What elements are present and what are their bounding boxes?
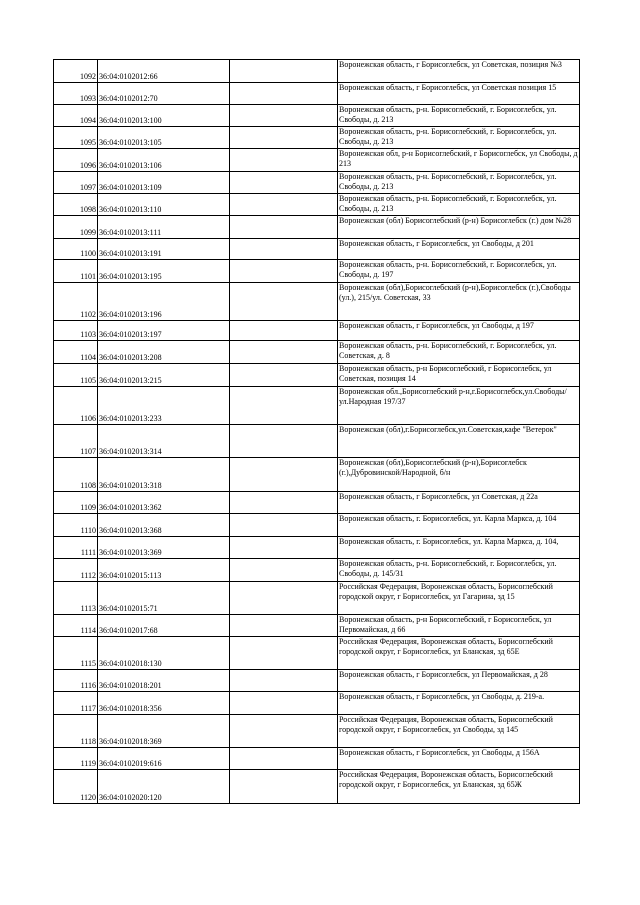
row-number: 1106 bbox=[54, 387, 98, 425]
address: Воронежская область, р-н. Борисоглебский, г. Борисоглебск, ул. Свободы, д. 197 bbox=[338, 260, 580, 283]
table-row bbox=[54, 692, 580, 715]
table-row bbox=[54, 83, 580, 105]
cadastral-number: 36:04:0102013:110 bbox=[98, 194, 230, 216]
cadastral-number: 36:04:0102018:130 bbox=[98, 637, 230, 670]
empty-cell bbox=[230, 670, 338, 692]
table-row bbox=[54, 172, 580, 194]
row-number: 1113 bbox=[54, 582, 98, 615]
cadastral-number: 36:04:0102013:195 bbox=[98, 260, 230, 283]
row-number: 1118 bbox=[54, 715, 98, 748]
row-number: 1117 bbox=[54, 692, 98, 715]
table-row bbox=[54, 770, 580, 804]
empty-cell bbox=[230, 60, 338, 83]
address: Российская Федерация, Воронежская область, Борисоглебский городской округ, г Борисоглебск, ул Бланская, зд 65Ж bbox=[338, 770, 580, 804]
empty-cell bbox=[230, 172, 338, 194]
empty-cell bbox=[230, 559, 338, 582]
table-row bbox=[54, 425, 580, 458]
cadastral-number: 36:04:0102015:71 bbox=[98, 582, 230, 615]
address: Воронежская (обл) Борисоглебский (р-н) Борисоглебск (г.) дом №28 bbox=[338, 216, 580, 239]
table-row bbox=[54, 341, 580, 364]
empty-cell bbox=[230, 260, 338, 283]
empty-cell bbox=[230, 458, 338, 492]
address: Воронежская область, г Борисоглебск, ул Свободы, д 201 bbox=[338, 239, 580, 260]
table-row bbox=[54, 458, 580, 492]
cadastral-number: 36:04:0102013:100 bbox=[98, 105, 230, 127]
table-row bbox=[54, 748, 580, 770]
cadastral-number: 36:04:0102013:368 bbox=[98, 514, 230, 537]
empty-cell bbox=[230, 321, 338, 341]
row-number: 1112 bbox=[54, 559, 98, 582]
table-row bbox=[54, 127, 580, 149]
empty-cell bbox=[230, 425, 338, 458]
cadastral-number: 36:04:0102013:362 bbox=[98, 492, 230, 514]
cadastral-number: 36:04:0102013:197 bbox=[98, 321, 230, 341]
address: Российская Федерация, Воронежская область, Борисоглебский городской округ, г Борисоглебск, ул Бланская, зд 65Е bbox=[338, 637, 580, 670]
address: Воронежская обл, р-н Борисоглебский, г Борисоглебск, ул Свободы, д 213 bbox=[338, 149, 580, 172]
row-number: 1108 bbox=[54, 458, 98, 492]
table-row bbox=[54, 537, 580, 559]
empty-cell bbox=[230, 492, 338, 514]
address: Воронежская (обл),Борисоглебский (р-н),Борисоглебск (г.),Дубровинской/Народной, б/н bbox=[338, 458, 580, 492]
address: Воронежская область, р-н Борисоглебский, г Борисоглебск, ул Первомайская, д 66 bbox=[338, 615, 580, 637]
address: Воронежская область, г Борисоглебск, ул Свободы, д 156А bbox=[338, 748, 580, 770]
cadastral-number: 36:04:0102013:314 bbox=[98, 425, 230, 458]
cadastral-number: 36:04:0102013:196 bbox=[98, 283, 230, 321]
table-row bbox=[54, 715, 580, 748]
row-number: 1110 bbox=[54, 514, 98, 537]
empty-cell bbox=[230, 216, 338, 239]
table-row bbox=[54, 105, 580, 127]
empty-cell bbox=[230, 615, 338, 637]
empty-cell bbox=[230, 194, 338, 216]
cadastral-number: 36:04:0102012:66 bbox=[98, 60, 230, 83]
row-number: 1107 bbox=[54, 425, 98, 458]
cadastral-number: 36:04:0102015:113 bbox=[98, 559, 230, 582]
address: Воронежская область, г Борисоглебск, ул Советская, позиция №3 bbox=[338, 60, 580, 83]
table-row bbox=[54, 283, 580, 321]
row-number: 1092 bbox=[54, 60, 98, 83]
address: Воронежская область, р-н. Борисоглебский, г. Борисоглебск, ул. Свободы, д. 213 bbox=[338, 127, 580, 149]
table-row bbox=[54, 637, 580, 670]
table-row bbox=[54, 216, 580, 239]
cadastral-number: 36:04:0102013:215 bbox=[98, 364, 230, 387]
table-row bbox=[54, 582, 580, 615]
cadastral-number: 36:04:0102013:106 bbox=[98, 149, 230, 172]
row-number: 1095 bbox=[54, 127, 98, 149]
table-row bbox=[54, 492, 580, 514]
row-number: 1111 bbox=[54, 537, 98, 559]
empty-cell bbox=[230, 692, 338, 715]
address: Воронежская область, р-н. Борисоглебский, г. Борисоглебск, ул. Советская, д. 8 bbox=[338, 341, 580, 364]
address: Воронежская область, р-н. Борисоглебский, г. Борисоглебск, ул. Свободы, д. 213 bbox=[338, 172, 580, 194]
row-number: 1100 bbox=[54, 239, 98, 260]
cadastral-number: 36:04:0102013:208 bbox=[98, 341, 230, 364]
table-body bbox=[54, 60, 580, 804]
row-number: 1099 bbox=[54, 216, 98, 239]
table-row bbox=[54, 387, 580, 425]
row-number: 1101 bbox=[54, 260, 98, 283]
row-number: 1114 bbox=[54, 615, 98, 637]
row-number: 1116 bbox=[54, 670, 98, 692]
address: Воронежская область, г. Борисоглебск, ул. Карла Маркса, д. 104, bbox=[338, 537, 580, 559]
address: Воронежская (обл),Борисоглебский (р-н),Борисоглебск (г.),Свободы (ул.), 215/ул. Советская, 33 bbox=[338, 283, 580, 321]
row-number: 1093 bbox=[54, 83, 98, 105]
table-row bbox=[54, 239, 580, 260]
table-row bbox=[54, 615, 580, 637]
cadastral-number: 36:04:0102013:369 bbox=[98, 537, 230, 559]
row-number: 1094 bbox=[54, 105, 98, 127]
empty-cell bbox=[230, 83, 338, 105]
address: Воронежская область, р-н. Борисоглебский, г. Борисоглебск, ул. Свободы, д. 213 bbox=[338, 105, 580, 127]
address: Воронежская область, г Борисоглебск, ул Советская позиция 15 bbox=[338, 83, 580, 105]
empty-cell bbox=[230, 537, 338, 559]
address: Воронежская область, р-н. Борисоглебский, г. Борисоглебск, ул. Свободы, д. 213 bbox=[338, 194, 580, 216]
cadastral-number: 36:04:0102013:191 bbox=[98, 239, 230, 260]
cadastral-number: 36:04:0102019:616 bbox=[98, 748, 230, 770]
address: Российская Федерация, Воронежская область, Борисоглебский городской округ, г Борисоглебск, ул Свободы, зд 145 bbox=[338, 715, 580, 748]
row-number: 1102 bbox=[54, 283, 98, 321]
cadastral-number: 36:04:0102018:356 bbox=[98, 692, 230, 715]
table-row bbox=[54, 149, 580, 172]
empty-cell bbox=[230, 582, 338, 615]
cadastral-number: 36:04:0102020:120 bbox=[98, 770, 230, 804]
cadastral-register-table bbox=[53, 59, 580, 804]
empty-cell bbox=[230, 105, 338, 127]
cadastral-number: 36:04:0102017:68 bbox=[98, 615, 230, 637]
row-number: 1103 bbox=[54, 321, 98, 341]
row-number: 1096 bbox=[54, 149, 98, 172]
empty-cell bbox=[230, 149, 338, 172]
empty-cell bbox=[230, 283, 338, 321]
cadastral-number: 36:04:0102012:70 bbox=[98, 83, 230, 105]
empty-cell bbox=[230, 239, 338, 260]
table-row bbox=[54, 364, 580, 387]
address: Воронежская область, г. Борисоглебск, ул. Карла Маркса, д. 104 bbox=[338, 514, 580, 537]
register-sheet bbox=[53, 59, 579, 804]
table-row bbox=[54, 260, 580, 283]
table-row bbox=[54, 194, 580, 216]
table-row bbox=[54, 559, 580, 582]
row-number: 1097 bbox=[54, 172, 98, 194]
address: Воронежская область, р-н Борисоглебский, г Борисоглебск, ул Советская, позиция 14 bbox=[338, 364, 580, 387]
cadastral-number: 36:04:0102013:318 bbox=[98, 458, 230, 492]
row-number: 1120 bbox=[54, 770, 98, 804]
cadastral-number: 36:04:0102013:233 bbox=[98, 387, 230, 425]
address: Российская Федерация, Воронежская область, Борисоглебский городской округ, г Борисоглебск, ул Гагарина, зд 15 bbox=[338, 582, 580, 615]
empty-cell bbox=[230, 748, 338, 770]
address: Воронежская область, г Борисоглебск, ул Свободы, д 197 bbox=[338, 321, 580, 341]
empty-cell bbox=[230, 770, 338, 804]
address: Воронежская область, г Борисоглебск, ул Свободы, д. 219-а. bbox=[338, 692, 580, 715]
cadastral-number: 36:04:0102013:111 bbox=[98, 216, 230, 239]
cadastral-number: 36:04:0102018:369 bbox=[98, 715, 230, 748]
row-number: 1104 bbox=[54, 341, 98, 364]
empty-cell bbox=[230, 387, 338, 425]
cadastral-number: 36:04:0102013:105 bbox=[98, 127, 230, 149]
empty-cell bbox=[230, 637, 338, 670]
empty-cell bbox=[230, 715, 338, 748]
row-number: 1098 bbox=[54, 194, 98, 216]
row-number: 1109 bbox=[54, 492, 98, 514]
table-row bbox=[54, 670, 580, 692]
address: Воронежская область, г Борисоглебск, ул Первомайская, д 28 bbox=[338, 670, 580, 692]
empty-cell bbox=[230, 364, 338, 387]
address: Воронежская (обл),г.Борисоглебск,ул.Советская,кафе "Ветерок" bbox=[338, 425, 580, 458]
cadastral-number: 36:04:0102013:109 bbox=[98, 172, 230, 194]
table-row bbox=[54, 321, 580, 341]
empty-cell bbox=[230, 514, 338, 537]
empty-cell bbox=[230, 341, 338, 364]
table-row bbox=[54, 514, 580, 537]
address: Воронежская область, г Борисоглебск, ул Советская, д 22а bbox=[338, 492, 580, 514]
row-number: 1115 bbox=[54, 637, 98, 670]
table-row bbox=[54, 60, 580, 83]
row-number: 1105 bbox=[54, 364, 98, 387]
empty-cell bbox=[230, 127, 338, 149]
row-number: 1119 bbox=[54, 748, 98, 770]
address: Воронежская область, р-н. Борисоглебский, г. Борисоглебск, ул. Свободы, д. 145/31 bbox=[338, 559, 580, 582]
address: Воронежская обл.,Борисоглебский р-н,г.Борисоглебск,ул.Свободы/ул.Народная 197/37 bbox=[338, 387, 580, 425]
cadastral-number: 36:04:0102018:201 bbox=[98, 670, 230, 692]
